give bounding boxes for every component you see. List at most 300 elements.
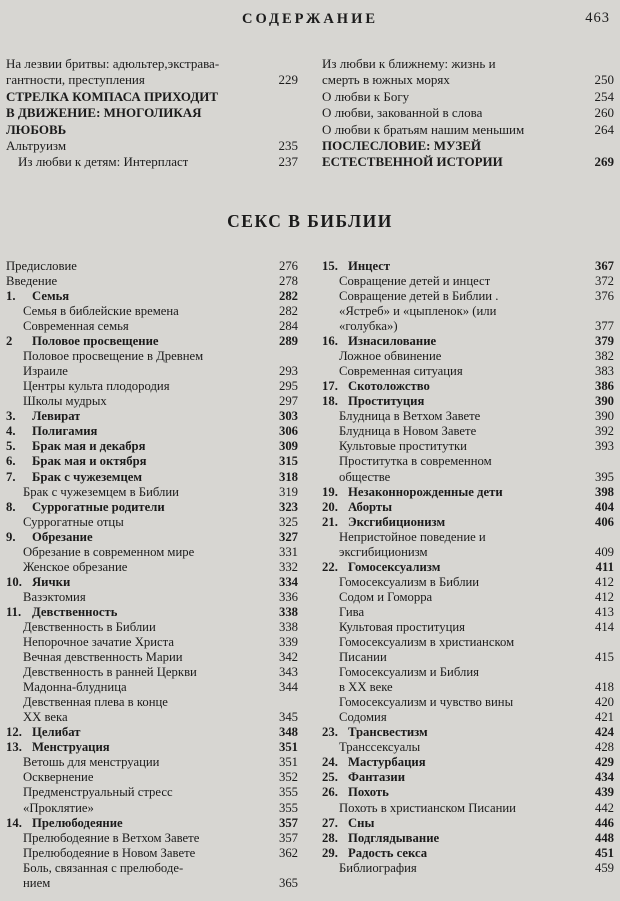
toc-label: Блудница в Новом Завете bbox=[339, 424, 477, 439]
toc-label: Мастурбация bbox=[348, 755, 426, 770]
toc-label: «голубка») bbox=[339, 319, 398, 334]
toc-line bbox=[322, 138, 614, 154]
toc-page-number: 331 bbox=[278, 544, 298, 559]
toc-line bbox=[23, 801, 298, 816]
toc-page-number: 386 bbox=[594, 379, 614, 394]
folio-page-number: 463 bbox=[585, 10, 610, 26]
toc-page-number: 348 bbox=[278, 725, 298, 740]
toc-page-number: 235 bbox=[278, 138, 298, 154]
toc-line bbox=[23, 364, 298, 379]
toc-line bbox=[322, 816, 614, 831]
toc-label: Девственность bbox=[32, 604, 118, 619]
toc-number: 20. bbox=[322, 499, 338, 514]
toc-line bbox=[322, 755, 614, 770]
toc-page-number: 420 bbox=[594, 695, 614, 710]
toc-number: 25. bbox=[322, 770, 338, 785]
toc-entry bbox=[322, 56, 614, 89]
toc-page-number: 404 bbox=[594, 499, 614, 514]
toc-label: Прелюбодеяние bbox=[32, 815, 123, 830]
toc-line bbox=[23, 755, 298, 770]
toc-page-number: 395 bbox=[594, 469, 614, 484]
toc-line bbox=[339, 665, 614, 680]
toc-entry bbox=[322, 379, 614, 394]
toc-label: Половое просвещение в Древнем bbox=[23, 349, 204, 364]
toc-label: Ложное обвинение bbox=[339, 349, 442, 364]
toc-line bbox=[339, 545, 614, 560]
toc-line bbox=[6, 725, 298, 740]
toc-number: 12. bbox=[6, 725, 22, 740]
toc-label: Гомосексуализм в христианском bbox=[339, 635, 515, 650]
toc-entry bbox=[6, 560, 298, 575]
toc-entry bbox=[6, 500, 298, 515]
toc-line bbox=[322, 334, 614, 349]
toc-page-number: 309 bbox=[278, 439, 298, 454]
toc-entry bbox=[322, 575, 614, 590]
toc-number: 29. bbox=[322, 845, 338, 860]
toc-line bbox=[6, 740, 298, 755]
toc-line bbox=[6, 816, 298, 831]
toc-entry bbox=[322, 105, 614, 121]
toc-entry bbox=[6, 695, 298, 725]
toc-page-number: 318 bbox=[278, 469, 298, 484]
toc-label: Боль, связанная с прелюбоде- bbox=[23, 860, 184, 875]
toc-number: 14. bbox=[6, 815, 22, 830]
toc-line bbox=[322, 831, 614, 846]
toc-entry bbox=[322, 770, 614, 785]
toc-page-number: 429 bbox=[594, 755, 614, 770]
toc-line bbox=[339, 319, 614, 334]
toc-label: В ДВИЖЕНИЕ: МНОГОЛИКАЯ bbox=[6, 105, 202, 121]
toc-label: Совращение детей в Библии . bbox=[339, 288, 499, 303]
toc-label: Суррогатные отцы bbox=[23, 514, 124, 529]
toc-line bbox=[322, 259, 614, 274]
toc-label: Мадонна-блудница bbox=[23, 680, 127, 695]
toc-page-number: 421 bbox=[594, 710, 614, 725]
toc-page-number: 383 bbox=[594, 364, 614, 379]
toc-entry bbox=[6, 770, 298, 785]
toc-entry bbox=[6, 259, 298, 274]
toc-line bbox=[6, 289, 298, 304]
toc-page-number: 414 bbox=[594, 619, 614, 634]
toc-page-number: 451 bbox=[594, 845, 614, 860]
toc-label: О любви, закованной в слова bbox=[322, 105, 483, 121]
toc-label: Культовая проституция bbox=[339, 619, 466, 634]
toc-page-number: 276 bbox=[278, 258, 298, 273]
toc-page-number: 293 bbox=[278, 364, 298, 379]
toc-line bbox=[23, 319, 298, 334]
toc-entry bbox=[6, 304, 298, 319]
toc-label: Инцест bbox=[348, 258, 391, 273]
toc-line bbox=[339, 695, 614, 710]
toc-entry bbox=[322, 831, 614, 846]
toc-page-number: 332 bbox=[278, 559, 298, 574]
toc-line bbox=[339, 605, 614, 620]
toc-entry bbox=[6, 454, 298, 469]
toc-line bbox=[322, 105, 614, 121]
toc-label: Проститутка в современном bbox=[339, 454, 492, 469]
section-title: СЕКС В БИБЛИИ bbox=[227, 210, 393, 231]
toc-entry bbox=[322, 409, 614, 424]
toc-entry bbox=[322, 725, 614, 740]
toc-page-number: 392 bbox=[594, 424, 614, 439]
toc-entry bbox=[322, 334, 614, 349]
toc-label: Центры культа плодородия bbox=[23, 379, 170, 394]
toc-line bbox=[6, 334, 298, 349]
toc-label: Брак мая и октября bbox=[32, 454, 147, 469]
toc-number: 10. bbox=[6, 574, 22, 589]
toc-entry bbox=[322, 454, 614, 484]
toc-label: Израиле bbox=[23, 364, 68, 379]
toc-entry bbox=[6, 680, 298, 695]
toc-label: Менструация bbox=[32, 740, 110, 755]
toc-label: Вазэктомия bbox=[23, 589, 86, 604]
toc-line bbox=[339, 635, 614, 650]
toc-line bbox=[6, 575, 298, 590]
toc-label: Транссексуалы bbox=[339, 740, 421, 755]
toc-page-number: 393 bbox=[594, 439, 614, 454]
toc-page-number: 406 bbox=[594, 514, 614, 529]
toc-entry bbox=[322, 349, 614, 364]
toc-line bbox=[23, 485, 298, 500]
toc-entry bbox=[322, 364, 614, 379]
toc-page-number: 351 bbox=[278, 740, 298, 755]
toc-entry bbox=[322, 274, 614, 289]
toc-page-number: 412 bbox=[594, 574, 614, 589]
toc-entry bbox=[6, 409, 298, 424]
toc-number: 18. bbox=[322, 394, 338, 409]
toc-number: 28. bbox=[322, 830, 338, 845]
toc-line bbox=[322, 770, 614, 785]
toc-page-number: 237 bbox=[278, 154, 298, 170]
toc-label: эксгибиционизм bbox=[339, 544, 428, 559]
toc-label: Девственность в Библии bbox=[23, 619, 156, 634]
toc-page-number: 413 bbox=[594, 604, 614, 619]
toc-line bbox=[339, 590, 614, 605]
toc-entry bbox=[6, 620, 298, 635]
toc-line bbox=[339, 304, 614, 319]
toc-number: 24. bbox=[322, 755, 338, 770]
toc-entry bbox=[6, 590, 298, 605]
toc-label: Альтруизм bbox=[6, 138, 67, 154]
toc-line bbox=[6, 89, 298, 105]
toc-number: 26. bbox=[322, 785, 338, 800]
toc-number: 8. bbox=[6, 499, 16, 514]
toc-line bbox=[339, 289, 614, 304]
toc-line bbox=[322, 56, 614, 72]
toc-entry bbox=[322, 590, 614, 605]
toc-entry bbox=[322, 710, 614, 725]
toc-page-number: 459 bbox=[594, 860, 614, 875]
toc-page-number: 260 bbox=[594, 105, 614, 121]
toc-page-number: 264 bbox=[594, 121, 614, 137]
toc-page-number: 357 bbox=[278, 830, 298, 845]
toc-entry bbox=[322, 424, 614, 439]
toc-page-number: 282 bbox=[278, 288, 298, 303]
toc-page-number: 355 bbox=[278, 800, 298, 815]
toc-page-number: 439 bbox=[594, 785, 614, 800]
toc-page-number: 442 bbox=[594, 800, 614, 815]
toc-entry bbox=[6, 289, 298, 304]
toc-page-number: 411 bbox=[595, 559, 614, 574]
toc-line bbox=[339, 801, 614, 816]
toc-entry bbox=[322, 560, 614, 575]
toc-entry bbox=[6, 470, 298, 485]
toc-line bbox=[6, 605, 298, 620]
toc-line bbox=[23, 710, 298, 725]
toc-label: Блудница в Ветхом Завете bbox=[339, 409, 481, 424]
toc-entry bbox=[6, 394, 298, 409]
toc-page-number: 377 bbox=[594, 319, 614, 334]
toc-number: 4. bbox=[6, 424, 16, 439]
toc-label: О любви к Богу bbox=[322, 88, 410, 104]
toc-number: 7. bbox=[6, 469, 16, 484]
toc-entry bbox=[322, 289, 614, 304]
toc-line bbox=[322, 72, 614, 88]
toc-label: Проституция bbox=[348, 394, 425, 409]
toc-label: Обрезание bbox=[32, 529, 93, 544]
toc-page-number: 355 bbox=[278, 785, 298, 800]
main-toc-right-column bbox=[322, 259, 614, 891]
toc-entry bbox=[322, 259, 614, 274]
toc-line bbox=[322, 154, 614, 170]
toc-entry bbox=[6, 424, 298, 439]
toc-entry bbox=[322, 785, 614, 800]
toc-entry bbox=[6, 801, 298, 816]
toc-page-number: 343 bbox=[278, 665, 298, 680]
toc-label: Гомосексуализм и Библия bbox=[339, 665, 479, 680]
toc-label: смерть в южных морях bbox=[322, 72, 450, 88]
toc-line bbox=[322, 500, 614, 515]
toc-line bbox=[322, 515, 614, 530]
toc-entry bbox=[322, 755, 614, 770]
toc-entry bbox=[322, 740, 614, 755]
toc-line bbox=[322, 560, 614, 575]
toc-label: Радость секса bbox=[348, 845, 428, 860]
toc-entry bbox=[6, 379, 298, 394]
toc-label: Фантазии bbox=[348, 770, 406, 785]
toc-page-number: 229 bbox=[278, 72, 298, 88]
toc-label: Гива bbox=[339, 604, 365, 619]
toc-page-number: 367 bbox=[594, 258, 614, 273]
toc-page-number: 282 bbox=[278, 303, 298, 318]
toc-label: Из любви к ближнему: жизнь и bbox=[322, 56, 496, 71]
toc-page-number: 351 bbox=[278, 755, 298, 770]
toc-line bbox=[339, 575, 614, 590]
main-toc-section bbox=[6, 259, 614, 891]
toc-number: 21. bbox=[322, 514, 338, 529]
toc-line bbox=[6, 500, 298, 515]
toc-line bbox=[6, 424, 298, 439]
toc-entry bbox=[6, 545, 298, 560]
toc-entry bbox=[322, 665, 614, 695]
toc-page-number: 412 bbox=[594, 589, 614, 604]
toc-label: Сны bbox=[348, 815, 375, 830]
toc-line bbox=[23, 590, 298, 605]
toc-entry bbox=[6, 485, 298, 500]
toc-line bbox=[6, 105, 298, 121]
toc-line bbox=[322, 785, 614, 800]
toc-label: ЕСТЕСТВЕННОЙ ИСТОРИИ bbox=[322, 154, 503, 170]
toc-number: 17. bbox=[322, 379, 338, 394]
toc-page-number: 382 bbox=[594, 349, 614, 364]
toc-label: Осквернение bbox=[23, 770, 94, 785]
toc-entry bbox=[322, 530, 614, 560]
toc-label: Похоть в христианском Писании bbox=[339, 800, 516, 815]
toc-line bbox=[6, 72, 298, 88]
toc-page-number: 306 bbox=[278, 424, 298, 439]
toc-entry bbox=[322, 485, 614, 500]
toc-page-number: 336 bbox=[278, 589, 298, 604]
toc-line bbox=[339, 364, 614, 379]
toc-page-number: 338 bbox=[278, 604, 298, 619]
toc-line bbox=[6, 454, 298, 469]
toc-label: Культовые проститутки bbox=[339, 439, 467, 454]
toc-label: Незаконнорожденные дети bbox=[348, 484, 503, 499]
toc-line bbox=[23, 680, 298, 695]
toc-entry bbox=[6, 665, 298, 680]
toc-label: Предменструальный стресс bbox=[23, 785, 173, 800]
toc-line bbox=[23, 785, 298, 800]
toc-label: Целибат bbox=[32, 725, 81, 740]
toc-line bbox=[322, 725, 614, 740]
toc-entry bbox=[6, 274, 298, 289]
toc-page-number: 323 bbox=[278, 499, 298, 514]
toc-label: Брак с чужеземцем bbox=[32, 469, 143, 484]
toc-line bbox=[322, 394, 614, 409]
toc-page-number: 345 bbox=[278, 710, 298, 725]
toc-page-number: 325 bbox=[278, 514, 298, 529]
toc-page-number: 344 bbox=[278, 680, 298, 695]
toc-entry bbox=[6, 515, 298, 530]
toc-line bbox=[23, 545, 298, 560]
toc-entry bbox=[322, 394, 614, 409]
toc-line bbox=[6, 122, 298, 138]
toc-line bbox=[339, 710, 614, 725]
toc-label: Похоть bbox=[348, 785, 389, 800]
toc-label: Яички bbox=[32, 574, 71, 589]
toc-line bbox=[23, 665, 298, 680]
toc-line bbox=[23, 770, 298, 785]
toc-entry bbox=[6, 785, 298, 800]
toc-line bbox=[23, 635, 298, 650]
toc-line bbox=[6, 470, 298, 485]
toc-entry bbox=[322, 801, 614, 816]
toc-label: Непристойное поведение и bbox=[339, 529, 486, 544]
toc-page-number: 357 bbox=[278, 815, 298, 830]
toc-label: Подглядывание bbox=[348, 830, 440, 845]
toc-entry bbox=[6, 635, 298, 650]
toc-entry bbox=[322, 439, 614, 454]
toc-line bbox=[339, 349, 614, 364]
toc-page-number: 372 bbox=[594, 273, 614, 288]
toc-page-number: 428 bbox=[594, 740, 614, 755]
toc-line bbox=[339, 861, 614, 876]
toc-label: Обрезание в современном мире bbox=[23, 544, 195, 559]
toc-entry bbox=[6, 740, 298, 755]
toc-page-number: 398 bbox=[594, 484, 614, 499]
toc-line bbox=[23, 515, 298, 530]
toc-label: Современная семья bbox=[23, 319, 129, 334]
toc-label: Суррогатные родители bbox=[32, 499, 165, 514]
top-toc-left-column bbox=[6, 56, 298, 171]
toc-entry bbox=[6, 154, 298, 170]
toc-label: Эксгибиционизм bbox=[348, 514, 446, 529]
toc-entry bbox=[322, 304, 614, 334]
toc-line bbox=[23, 695, 298, 710]
toc-entry bbox=[6, 650, 298, 665]
toc-entry bbox=[322, 816, 614, 831]
toc-line bbox=[6, 138, 298, 154]
toc-page-number: 334 bbox=[278, 574, 298, 589]
toc-line bbox=[6, 530, 298, 545]
toc-page-number: 254 bbox=[594, 88, 614, 104]
toc-page-number: 376 bbox=[594, 288, 614, 303]
toc-label: Школы мудрых bbox=[23, 394, 107, 409]
toc-label: Половое просвещение bbox=[32, 334, 159, 349]
toc-line bbox=[18, 154, 298, 170]
toc-line bbox=[6, 274, 298, 289]
toc-entry bbox=[6, 831, 298, 846]
toc-label: Содом и Гоморра bbox=[339, 589, 433, 604]
toc-line bbox=[339, 424, 614, 439]
toc-entry bbox=[6, 725, 298, 740]
toc-label: Левират bbox=[32, 409, 81, 424]
toc-label: «Проклятие» bbox=[23, 800, 94, 815]
toc-label: Полигамия bbox=[32, 424, 98, 439]
toc-entry bbox=[322, 515, 614, 530]
toc-line bbox=[6, 259, 298, 274]
toc-number: 19. bbox=[322, 484, 338, 499]
toc-line bbox=[23, 876, 298, 891]
toc-number: 13. bbox=[6, 740, 22, 755]
toc-page-number: 390 bbox=[594, 394, 614, 409]
toc-number: 23. bbox=[322, 725, 338, 740]
toc-line bbox=[23, 650, 298, 665]
toc-number: 2 bbox=[6, 334, 13, 349]
toc-entry bbox=[6, 605, 298, 620]
toc-number: 9. bbox=[6, 529, 16, 544]
toc-label: Семья в библейские времена bbox=[23, 303, 179, 318]
top-toc-right-column bbox=[322, 56, 614, 171]
toc-entry bbox=[322, 89, 614, 105]
toc-page-number: 339 bbox=[278, 635, 298, 650]
toc-label: Скотоложство bbox=[348, 379, 430, 394]
top-toc-section bbox=[6, 56, 614, 171]
toc-label: обществе bbox=[339, 469, 391, 484]
toc-line bbox=[23, 304, 298, 319]
toc-page-number: 379 bbox=[594, 334, 614, 349]
toc-label: Прелюбодеяние в Ветхом Завете bbox=[23, 830, 200, 845]
toc-label: Гомосексуализм и чувство вины bbox=[339, 695, 514, 710]
toc-line bbox=[23, 831, 298, 846]
toc-label: ПОСЛЕСЛОВИЕ: МУЗЕЙ bbox=[322, 138, 481, 154]
toc-entry bbox=[322, 846, 614, 861]
toc-page-number: 289 bbox=[278, 334, 298, 349]
toc-entry bbox=[6, 439, 298, 454]
toc-entry bbox=[6, 89, 298, 138]
toc-line bbox=[322, 89, 614, 105]
toc-label: «Ястреб» и «цыпленок» (или bbox=[339, 303, 497, 318]
toc-label: Женское обрезание bbox=[23, 559, 128, 574]
toc-label: Прелюбодеяние в Новом Завете bbox=[23, 845, 196, 860]
toc-label: СТРЕЛКА КОМПАСА ПРИХОДИТ bbox=[6, 88, 219, 104]
toc-label: Девственная плева в конце bbox=[23, 695, 168, 710]
toc-line bbox=[23, 349, 298, 364]
toc-page-number: 415 bbox=[594, 650, 614, 665]
toc-label: Библиография bbox=[339, 860, 417, 875]
toc-line bbox=[23, 394, 298, 409]
toc-label: Семья bbox=[32, 288, 70, 303]
